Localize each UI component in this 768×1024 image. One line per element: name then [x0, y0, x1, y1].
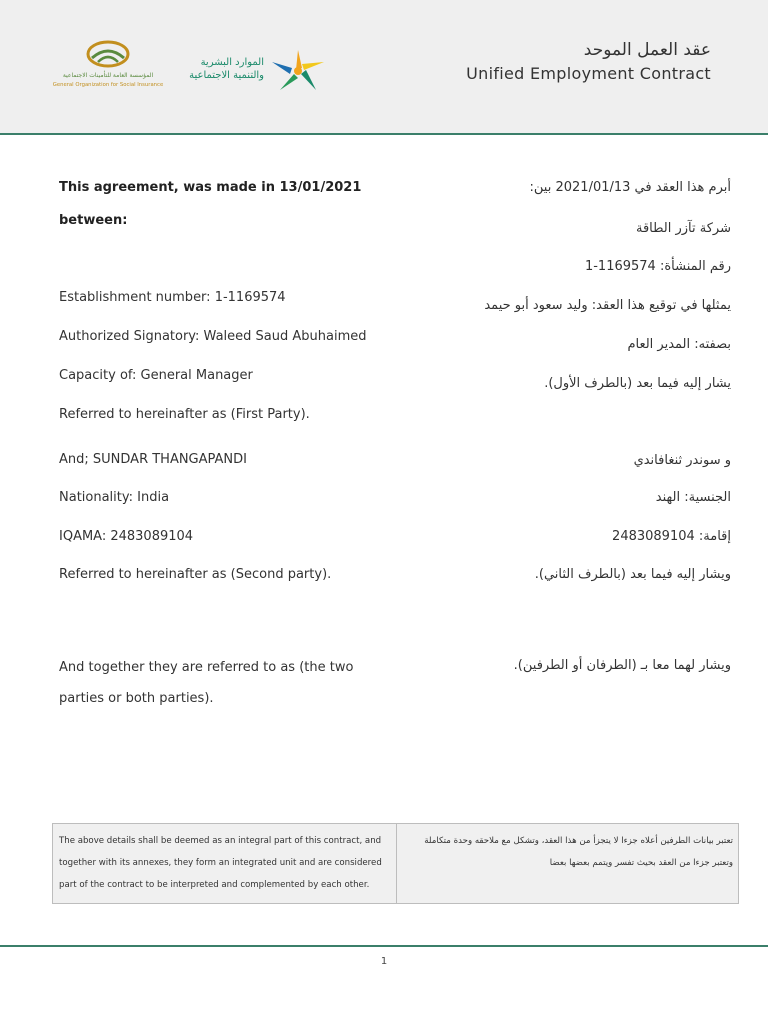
between-label-en: between:	[59, 213, 128, 228]
hrsd-logo	[176, 46, 328, 96]
company-name-ar: شركة تآزر الطاقة	[635, 221, 731, 236]
hrsd-name-line2: والتنمية الاجتماعية	[189, 70, 264, 81]
hrsd-name	[176, 56, 264, 82]
authorized-signatory-en: Authorized Signatory: Waleed Saud Abuhaimed	[59, 329, 367, 344]
second-party-name-en: And; SUNDAR THANGAPANDI	[59, 452, 247, 467]
first-party-en: Referred to hereinafter as (First Party).	[59, 407, 310, 422]
establishment-number-ar: رقم المنشأة: 1169574-1	[584, 259, 731, 274]
document-header	[0, 0, 768, 135]
authorized-signatory-ar: يمثلها في توقيع هذا العقد: وليد سعود أبو حيمد	[484, 298, 731, 313]
both-parties-ar: ويشار لهما معا بـ (الطرفان أو الطرفين).	[513, 658, 731, 673]
both-parties-en: And together they are referred to as (the two parties or both parties).	[59, 660, 354, 706]
second-party-name-ar: و سوندر ثنغافاندي	[633, 453, 731, 468]
notice-text-ar: تعتبر بيانات الطرفين أعلاه جزءا لا يتجزأ من هذا العقد، وتشكل مع ملاحقه وحدة متكاملة وتعتبر جزءا من العقد بحيث تفسر ويتمم بعضها بعضا	[424, 836, 733, 868]
title-english: Unified Employment Contract	[466, 64, 711, 83]
capacity-en: Capacity of: General Manager	[59, 368, 253, 383]
agreement-date-en: This agreement, was made in 13/01/2021	[59, 180, 362, 195]
notice-text-en: The above details shall be deemed as an integral part of this contract, and together with its annexes, they form an integrated unit and are considered part of the contract to be interpreted and complemented by each other.	[59, 836, 382, 890]
gosi-name-en: General Organization for Social Insurance	[52, 82, 164, 88]
gosi-emblem-icon	[48, 40, 168, 74]
gosi-name-ar: المؤسسة العامة للتأمينات الاجتماعية	[62, 72, 154, 79]
iqama-en: IQAMA: 2483089104	[59, 529, 194, 544]
footer-rule	[0, 945, 768, 947]
nationality-ar: الجنسية: الهند	[655, 490, 731, 505]
establishment-number-en: Establishment number: 1-1169574	[59, 290, 286, 305]
notice-divider	[396, 824, 397, 903]
second-party-ar: ويشار إليه فيما بعد (بالطرف الثاني).	[534, 567, 731, 582]
second-party-en: Referred to hereinafter as (Second party).	[59, 567, 332, 582]
agreement-date-ar: أبرم هذا العقد في 2021/01/13 بين:	[529, 180, 731, 195]
integral-part-notice	[52, 823, 739, 904]
gosi-logo	[48, 40, 168, 92]
nationality-en: Nationality: India	[59, 490, 170, 505]
first-party-ar: يشار إليه فيما بعد (بالطرف الأول).	[544, 376, 731, 391]
hrsd-name-line1: الموارد البشرية	[200, 57, 264, 68]
capacity-ar: بصفته: المدير العام	[627, 337, 731, 352]
hrsd-star-icon	[268, 46, 328, 96]
iqama-ar: إقامة: 2483089104	[612, 529, 731, 544]
title-arabic: عقد العمل الموحد	[583, 40, 711, 60]
page-number: 1	[380, 956, 388, 967]
